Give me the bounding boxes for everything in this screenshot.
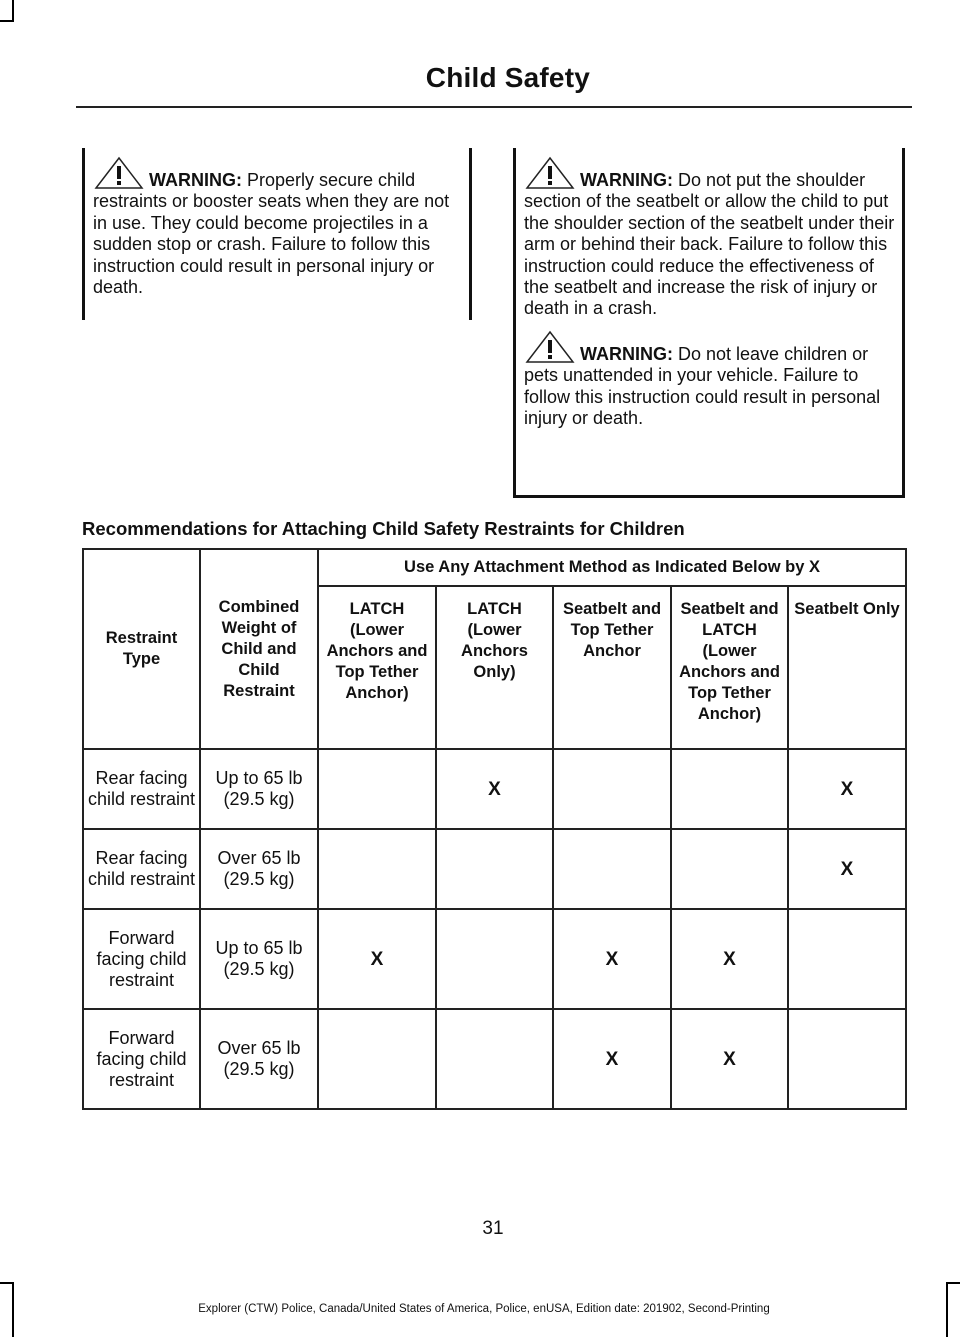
warning-text: Properly secure child restraints or booster seats when they are not in use. They could become projectiles in a sudden stop or crash. Failure to follow this instruction could result in personal injury or death. [93, 170, 450, 298]
table-row [83, 909, 906, 1009]
header-method: LATCH (Lower Anchors Only) [436, 586, 553, 749]
restraint-type-cell: Rear facing child restraint [83, 749, 200, 829]
footer-edition: Explorer (CTW) Police, Canada/United States of America, Police, enUSA, Edition date: 201902, Second-Printing [198, 1303, 770, 1315]
restraint-type-cell: Forward facing child restraint [83, 1009, 200, 1109]
warning-text: Do not put the shoulder section of the seatbelt or allow the child to put the shoulder section of the seatbelt under their arm or behind their back. Failure to follow this instruction could reduce the effectiveness of the seatbelt and increase the risk of injury or death in a crash. [524, 170, 895, 319]
crop-mark [0, 20, 14, 22]
mark-cell [671, 749, 788, 829]
header-attachment-group: Use Any Attachment Method as Indicated Below by X [318, 549, 906, 586]
page-title: Child Safety [425, 62, 590, 93]
mark-cell: X [553, 909, 671, 1009]
recommendations-table [82, 548, 907, 1110]
warning-text: Do not leave children or pets unattended in your vehicle. Failure to follow this instruction could result in personal injury or death. [524, 343, 881, 429]
mark-cell [671, 829, 788, 909]
mark-cell [318, 1009, 436, 1109]
mark-cell: X [436, 749, 553, 829]
restraint-type-cell: Forward facing child restraint [83, 909, 200, 1009]
warning-triangle-icon [93, 156, 145, 190]
mark-cell [436, 829, 553, 909]
warning-triangle-icon [524, 156, 576, 190]
warning-box-right [513, 148, 905, 498]
table-row [83, 749, 906, 829]
mark-cell: X [553, 1009, 671, 1109]
header-method: LATCH (Lower Anchors and Top Tether Anchor) [318, 586, 436, 749]
mark-cell [436, 1009, 553, 1109]
restraint-type-cell: Rear facing child restraint [83, 829, 200, 909]
weight-cell: Up to 65 lb (29.5 kg) [200, 749, 318, 829]
mark-cell [318, 829, 436, 909]
crop-mark [12, 0, 14, 22]
mark-cell [436, 909, 553, 1009]
table-row [83, 829, 906, 909]
warning-label: WARNING: [580, 170, 673, 190]
mark-cell: X [788, 829, 906, 909]
mark-cell: X [788, 749, 906, 829]
header-method: Seatbelt and Top Tether Anchor [553, 586, 671, 749]
warning-item [524, 330, 896, 430]
header-restraint-type: Restraint Type [83, 549, 200, 749]
mark-cell [318, 749, 436, 829]
weight-cell: Up to 65 lb (29.5 kg) [200, 909, 318, 1009]
mark-cell [788, 1009, 906, 1109]
warning-box-left [82, 148, 472, 320]
mark-cell [788, 909, 906, 1009]
table-row [83, 1009, 906, 1109]
crop-mark [946, 1282, 960, 1284]
page-number: 31 [482, 1218, 504, 1239]
weight-cell: Over 65 lb (29.5 kg) [200, 829, 318, 909]
warning-label: WARNING: [149, 170, 242, 190]
header-divider [76, 106, 912, 108]
mark-cell: X [671, 1009, 788, 1109]
header-combined-weight: Combined Weight of Child and Child Restraint [200, 549, 318, 749]
mark-cell [553, 829, 671, 909]
mark-cell [553, 749, 671, 829]
crop-mark [0, 1282, 14, 1284]
weight-cell: Over 65 lb (29.5 kg) [200, 1009, 318, 1109]
mark-cell: X [318, 909, 436, 1009]
header-method: Seatbelt Only [788, 586, 906, 749]
header-method: Seatbelt and LATCH (Lower Anchors and Top Tether Anchor) [671, 586, 788, 749]
table-title: Recommendations for Attaching Child Safety Restraints for Children [82, 518, 685, 539]
warning-label: WARNING: [580, 343, 673, 364]
warning-triangle-icon [524, 330, 576, 364]
warning-item [524, 156, 896, 320]
mark-cell: X [671, 909, 788, 1009]
